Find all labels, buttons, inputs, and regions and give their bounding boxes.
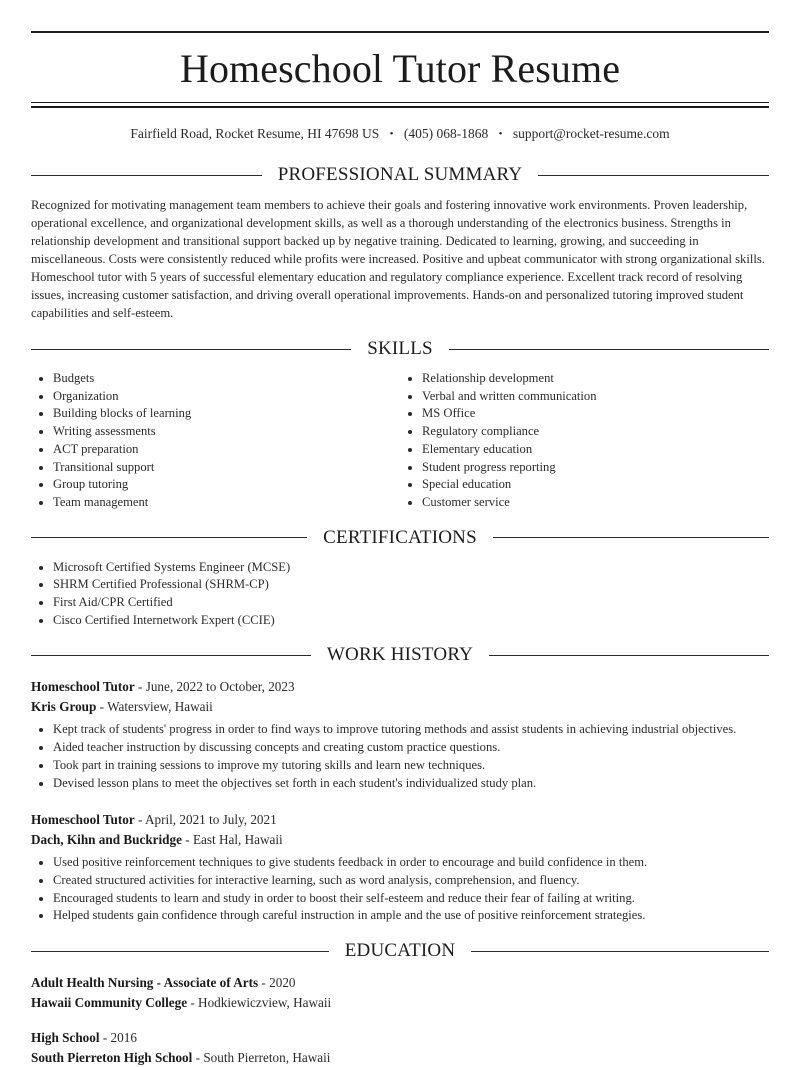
degree-line <box>31 1028 769 1048</box>
degree: Adult Health Nursing - Associate of Arts <box>31 975 259 991</box>
skill-item: • Building blocks of learning <box>53 405 400 423</box>
skill-item: • Elementary education <box>422 441 769 459</box>
certification-item: • Cisco Certified Internetwork Expert (CCIE) <box>53 612 769 630</box>
school-line <box>31 993 769 1013</box>
job-title-line <box>31 810 769 830</box>
job-bullet: • Devised lesson plans to meet the objectives set forth in each student's individualized study plan. <box>53 775 769 793</box>
education-entry <box>31 973 769 1012</box>
skill-item: • Transitional support <box>53 459 400 477</box>
job-company: Dach, Kihn and Buckridge <box>31 831 182 847</box>
skill-item: • Team management <box>53 494 400 512</box>
section-heading-work-history <box>31 642 769 668</box>
resume-page <box>0 31 800 1067</box>
job-title: Homeschool Tutor <box>31 812 135 828</box>
job-entry <box>31 810 769 925</box>
job-bullet: • Kept track of students' progress in order to find ways to improve tutoring methods and assist students in achieving industrial objectives. <box>53 721 769 739</box>
heading-rule-left <box>31 655 311 656</box>
section-heading-summary <box>31 162 769 188</box>
skill-item: • Organization <box>53 388 400 406</box>
job-bullets <box>31 721 769 792</box>
skill-item: • Customer service <box>422 494 769 512</box>
skill-item: • Student progress reporting <box>422 459 769 477</box>
section-title: SKILLS <box>367 338 433 359</box>
skills-list <box>31 370 769 512</box>
job-location: Watersview, Hawaii <box>107 698 213 714</box>
dash: - <box>192 1049 204 1065</box>
bullet-separator: • <box>498 128 503 140</box>
job-bullet: • Used positive reinforcement techniques to give students feedback in order to encourage and build confidence in them. <box>53 854 769 872</box>
job-title: Homeschool Tutor <box>31 679 135 695</box>
graduation-year: 2020 <box>269 975 296 991</box>
contact-email: support@rocket-resume.com <box>512 126 670 141</box>
job-company-line <box>31 830 769 850</box>
skill-item: • Regulatory compliance <box>422 423 769 441</box>
heading-rule-left <box>31 349 351 350</box>
job-company-line <box>31 697 769 717</box>
education-entry <box>31 1028 769 1067</box>
contact-phone: (405) 068-1868 <box>403 126 489 141</box>
school-name: Hawaii Community College <box>31 994 188 1010</box>
job-bullet: • Took part in training sessions to improve my tutoring skills and learn new techniques. <box>53 757 769 775</box>
job-dates: June, 2022 to October, 2023 <box>145 679 295 695</box>
skill-item: • Verbal and written communication <box>422 388 769 406</box>
school-line <box>31 1048 769 1067</box>
job-bullet: • Aided teacher instruction by discussing concepts and creating custom practice questions. <box>53 739 769 757</box>
heading-rule-right <box>493 537 769 538</box>
job-bullet: • Created structured activities for interactive learning, such as word analysis, comprehension, and fluency. <box>53 872 769 890</box>
dash: - <box>134 679 146 695</box>
section-heading-certifications <box>31 525 769 551</box>
dash: - <box>258 975 270 991</box>
heading-rule-right <box>489 655 769 656</box>
section-title: WORK HISTORY <box>326 644 474 666</box>
dash: - <box>187 994 199 1010</box>
degree-line <box>31 973 769 993</box>
job-title-line <box>31 677 769 697</box>
certification-item: • SHRM Certified Professional (SHRM-CP) <box>53 576 769 594</box>
job-company: Kris Group <box>31 698 97 714</box>
graduation-year: 2016 <box>110 1030 137 1046</box>
dash: - <box>134 812 145 828</box>
contact-address: Fairfield Road, Rocket Resume, HI 47698 US <box>130 126 380 141</box>
heading-rule-right <box>449 349 769 350</box>
resume-title: Homeschool Tutor Resume <box>179 46 621 91</box>
contact-line <box>31 125 769 143</box>
skill-item: • Budgets <box>53 370 400 388</box>
dash: - <box>99 1030 111 1046</box>
heading-rule-right <box>538 175 769 176</box>
section-heading-education <box>31 938 769 964</box>
school-name: South Pierreton High School <box>31 1049 193 1065</box>
certifications-list <box>31 559 769 630</box>
skill-item: • Writing assessments <box>53 423 400 441</box>
job-location: East Hal, Hawaii <box>192 831 283 847</box>
certification-item: • First Aid/CPR Certified <box>53 594 769 612</box>
section-title: CERTIFICATIONS <box>323 526 477 548</box>
job-bullet: • Encouraged students to learn and study in order to boost their self-esteem and reduce their fear of failing at writing. <box>53 890 769 908</box>
skill-item: • MS Office <box>422 405 769 423</box>
section-title: PROFESSIONAL SUMMARY <box>277 164 523 185</box>
bullet-separator: • <box>389 128 394 140</box>
job-bullet: • Helped students gain confidence through careful instruction in ample and the use of positive reinforcement strategies. <box>53 907 769 925</box>
heading-rule-left <box>31 175 262 176</box>
skill-item: • Special education <box>422 476 769 494</box>
job-bullets <box>31 854 769 925</box>
section-title: EDUCATION <box>344 940 456 962</box>
skill-item: • Group tutoring <box>53 476 400 494</box>
dash: - <box>181 831 193 847</box>
skill-item: • Relationship development <box>422 370 769 388</box>
section-heading-skills <box>31 336 769 362</box>
heading-rule-left <box>31 537 307 538</box>
school-location: Hodkiewiczview, Hawaii <box>198 994 332 1010</box>
skill-item: • ACT preparation <box>53 441 400 459</box>
summary-text: Recognized for motivating management team members to achieve their goals and fostering innovative work environments. Proven leadership, operational excellence, and organizational development skills, as well as a thorough understanding of the electronics business. Strengths in relationship development and transitional support backed up by negative training. Dedicated to learning, growing, and succeeding in miscellaneous. Costs were consistently reduced while profits were increased. Positive and upbeat communicator with strong organizational skills. Homeschool tutor with 5 years of successful elementary education and regulatory compliance experience. Excellent track record of resolving issues, increasing customer satisfaction, and driving overall operational improvements. Hands-on and personalized tutoring improved student capabilities and self-esteem. <box>31 198 765 320</box>
skills-column-left <box>31 370 400 512</box>
skills-column-right <box>400 370 769 512</box>
job-dates: April, 2021 to July, 2021 <box>144 812 277 828</box>
dash: - <box>96 698 108 714</box>
job-entry <box>31 677 769 792</box>
certification-item: • Microsoft Certified Systems Engineer (MCSE) <box>53 559 769 577</box>
header-double-rule <box>31 102 769 108</box>
school-location: South Pierreton, Hawaii <box>203 1049 331 1065</box>
heading-rule-left <box>31 951 329 952</box>
heading-rule-right <box>471 951 769 952</box>
degree: High School <box>31 1030 100 1046</box>
